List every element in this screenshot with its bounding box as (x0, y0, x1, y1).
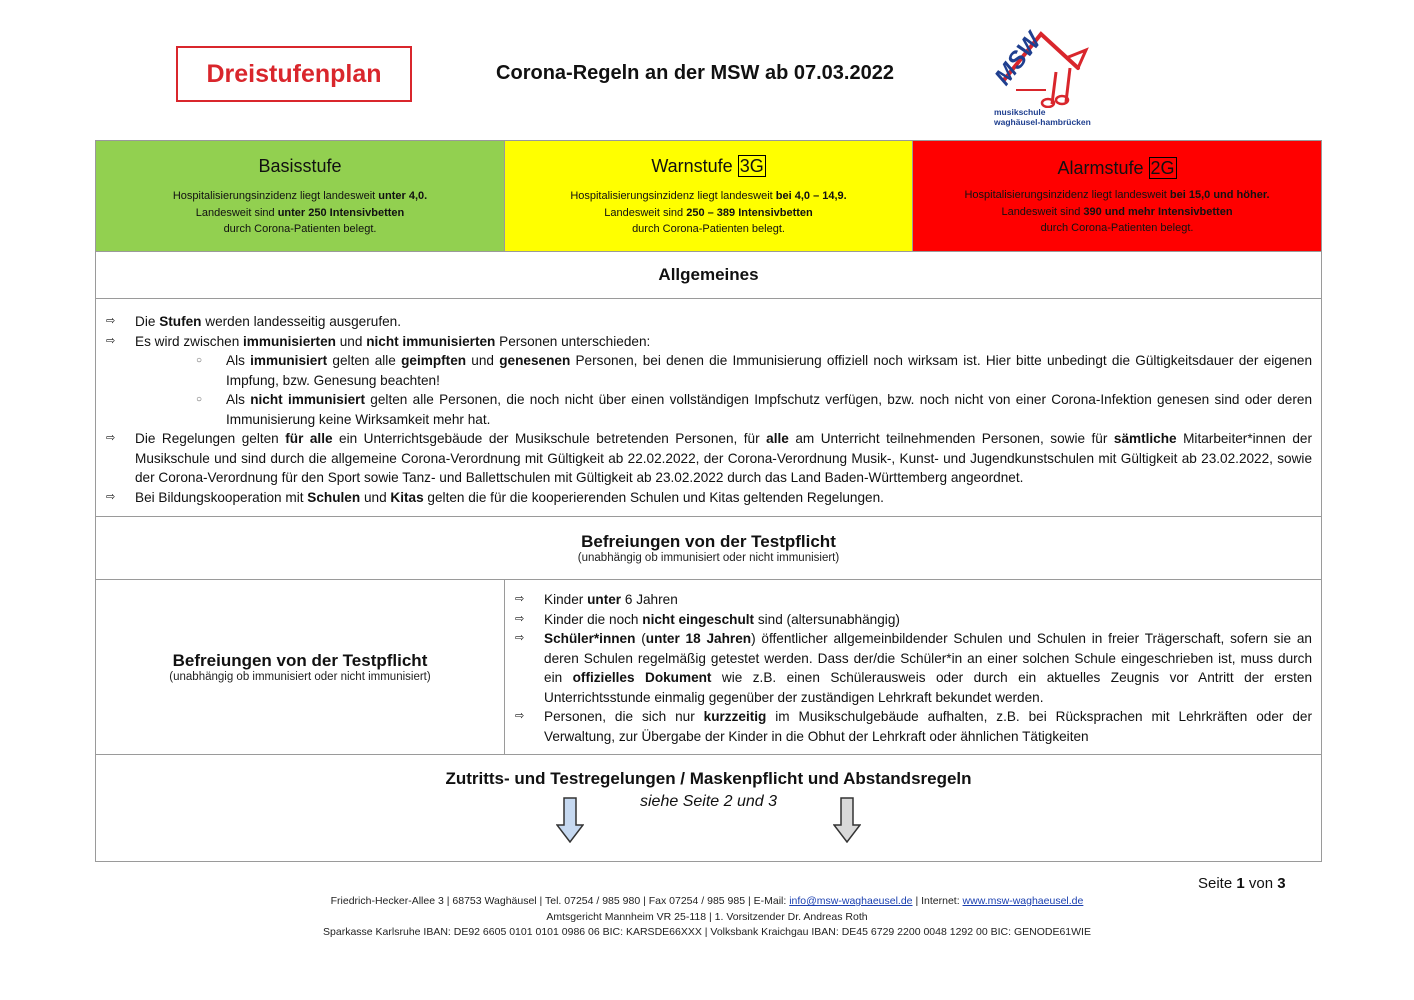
list-item: ⇨ Die Stufen werden landesseitig ausgerufen. (106, 312, 1312, 332)
sub-list-item: ○ Als nicht immunisiert gelten alle Personen, die noch nicht über einen vollständigen Impfschutz verfügen, bzw. noch nicht von einer Corona-Infektion genesen sind oder deren Immunisierung keine Wirksamkeit mehr hat. (196, 390, 1312, 429)
befreiungen-list (505, 580, 1322, 755)
arrow-down-icon (556, 797, 584, 843)
footer-line1: Friedrich-Hecker-Allee 3 | 68753 Waghäusel | Tel. 07254 / 985 980 | Fax 07254 / 985 985 | E-Mail: info@msw-waghaeusel.de | Internet: www.msw-waghaeusel.de (330, 895, 1084, 907)
stage-title: Alarmstufe 2G (1057, 158, 1175, 178)
befreiungen-title: Befreiungen von der Testpflicht (172, 651, 428, 670)
section-title: Zutritts- und Testregelungen / Maskenpflicht und Abstandsregeln (445, 769, 972, 788)
sub-list-item: ○ Als immunisiert gelten alle geimpften und genesenen Personen, bei denen die Immunisierung offiziell noch wirksam ist. Hier bitte unbedingt die Gültigkeitsdauer der eigenen Impfung, bzw. Genesung beachten! (196, 351, 1312, 390)
arrow-right-icon: ⇨ (106, 490, 116, 503)
list-item: ⇨ Es wird zwischen immunisierten und nicht immunisierten Personen unterschieden: (106, 332, 1312, 352)
msw-logo (986, 28, 1096, 127)
stage-desc: Hospitalisierungsinzidenz liegt landesweit unter 4,0. Landesweit sind unter 250 Intensivbetten durch Corona-Patienten belegt. (172, 190, 428, 235)
arrow-right-icon: ⇨ (515, 710, 525, 722)
arrow-right-icon: ⇨ (515, 612, 525, 625)
stage-badge: 3G (739, 156, 764, 176)
arrow-right-icon: ⇨ (106, 334, 116, 347)
circle-bullet-icon: ○ (196, 355, 203, 366)
list-item: ⇨ Schüler*innen (unter 18 Jahren) öffentlicher allgemeinbildender Schulen und Schulen in freier Trägerschaft, sofern sie an deren Schulen regelmäßig getestet werden. Dass der/die Schüler*in an einer solchen Schule eingeschrieben ist, muss durch ein offizielles Dokument wie z.B. einen Schülerausweis oder durch ein aktuelles Zeugnis vor Antritt der ersten Unterrichtsstunde einmalig gegenüber der zuständigen Lehrkraft bekundet werden. (515, 629, 1312, 707)
befreiungen-subtitle: (unabhängig ob immunisiert oder nicht immunisiert) (169, 671, 431, 683)
section-title: Allgemeines (658, 265, 759, 284)
stage-alarm (913, 141, 1322, 252)
section-subtitle: siehe Seite 2 und 3 (640, 793, 777, 810)
logo-mark: MSW (989, 28, 1047, 91)
section-title: Befreiungen von der Testpflicht (581, 532, 836, 551)
section-allgemeines (96, 252, 1322, 299)
section-befreiungen (96, 517, 1322, 580)
arrow-right-icon: ⇨ (106, 432, 116, 444)
section-subtitle: (unabhängig ob immunisiert oder nicht immunisiert) (577, 552, 840, 564)
list-item: ⇨ Kinder die noch nicht eingeschult sind (altersunabhängig) (515, 610, 1312, 630)
stage-desc: Hospitalisierungsinzidenz liegt landesweit bei 15,0 und höher. Landesweit sind 390 und mehr Intensivbetten durch Corona-Patienten belegt. (964, 189, 1270, 234)
stage-title: Basisstufe (258, 156, 342, 176)
logo-line2: waghäusel-hambrücken (994, 117, 1091, 127)
website-link[interactable]: www.msw-waghaeusel.de (962, 895, 1084, 907)
list-item: ⇨ Bei Bildungskooperation mit Schulen und Kitas gelten die für die kooperierenden Schulen und Kitas geltenden Regelungen. (106, 488, 1312, 508)
page-number: Seite 1 von 3 (1198, 875, 1286, 892)
arrow-down-icon (833, 797, 861, 843)
logo-line1: musikschule (994, 107, 1046, 117)
befreiungen-label (96, 580, 505, 755)
arrow-right-icon: ⇨ (106, 315, 116, 327)
circle-bullet-icon: ○ (196, 394, 203, 405)
email-link[interactable]: info@msw-waghaeusel.de (789, 895, 913, 907)
stages-row (96, 141, 1322, 252)
house-note-logo-icon (986, 28, 1096, 108)
footer (0, 894, 1414, 941)
page-title: Corona-Regeln an der MSW ab 07.03.2022 (496, 62, 894, 84)
list-item: ⇨ Die Regelungen gelten für alle ein Unterrichtsgebäude der Musikschule betretenden Personen, für alle am Unterricht teilnehmenden Personen, sowie für sämtliche Mitarbeiter*innen der Musikschule und sind durch die allgemeine Corona-Verordnung mit Gültigkeit ab 22.02.2022, der Corona-Verordnung Musik-, Kunst- und Jugendkunstschulen mit Gültigkeit ab 23.02.2022, sowie der Corona-Verordnung für den Sport sowie Tanz- und Ballettschulen mit Gültigkeit ab 23.02.2022 durch das Land Baden-Württemberg angeordnet. (106, 429, 1312, 488)
stage-desc: Hospitalisierungsinzidenz liegt landesweit bei 4,0 – 14,9. Landesweit sind 250 – 389 Intensivbetten durch Corona-Patienten belegt. (570, 190, 847, 235)
stage-warn (505, 141, 913, 252)
plan-label: Dreistufenplan (206, 59, 382, 88)
list-item: ⇨ Kinder unter 6 Jahren (515, 590, 1312, 610)
arrow-right-icon: ⇨ (515, 632, 525, 644)
plan-label-box (176, 46, 412, 102)
footer-line2: Amtsgericht Mannheim VR 25-118 | 1. Vorsitzender Dr. Andreas Roth (546, 910, 868, 923)
allgemeines-list (96, 299, 1322, 517)
rules-table (95, 140, 1322, 862)
footer-line3: Sparkasse Karlsruhe IBAN: DE92 6605 0101 0101 0986 06 BIC: KARSDE66XXX | Volksbank Kraichgau IBAN: DE45 6729 2200 0048 1292 00 BIC: GENODE61WIE (323, 926, 1091, 938)
stage-title: Warnstufe 3G (651, 156, 764, 176)
arrow-right-icon: ⇨ (515, 593, 525, 605)
list-item: ⇨ Personen, die sich nur kurzzeitig im Musikschulgebäude aufhalten, z.B. bei Rücksprachen mit Lehrkräften oder der Verwaltung, zur Übergabe der Kinder in die Obhut der Lehrkraft oder ähnlichen Tätigkeiten (515, 707, 1312, 746)
section-zutritt (96, 755, 1322, 862)
stage-basis (96, 141, 505, 252)
stage-badge: 2G (1150, 158, 1175, 178)
